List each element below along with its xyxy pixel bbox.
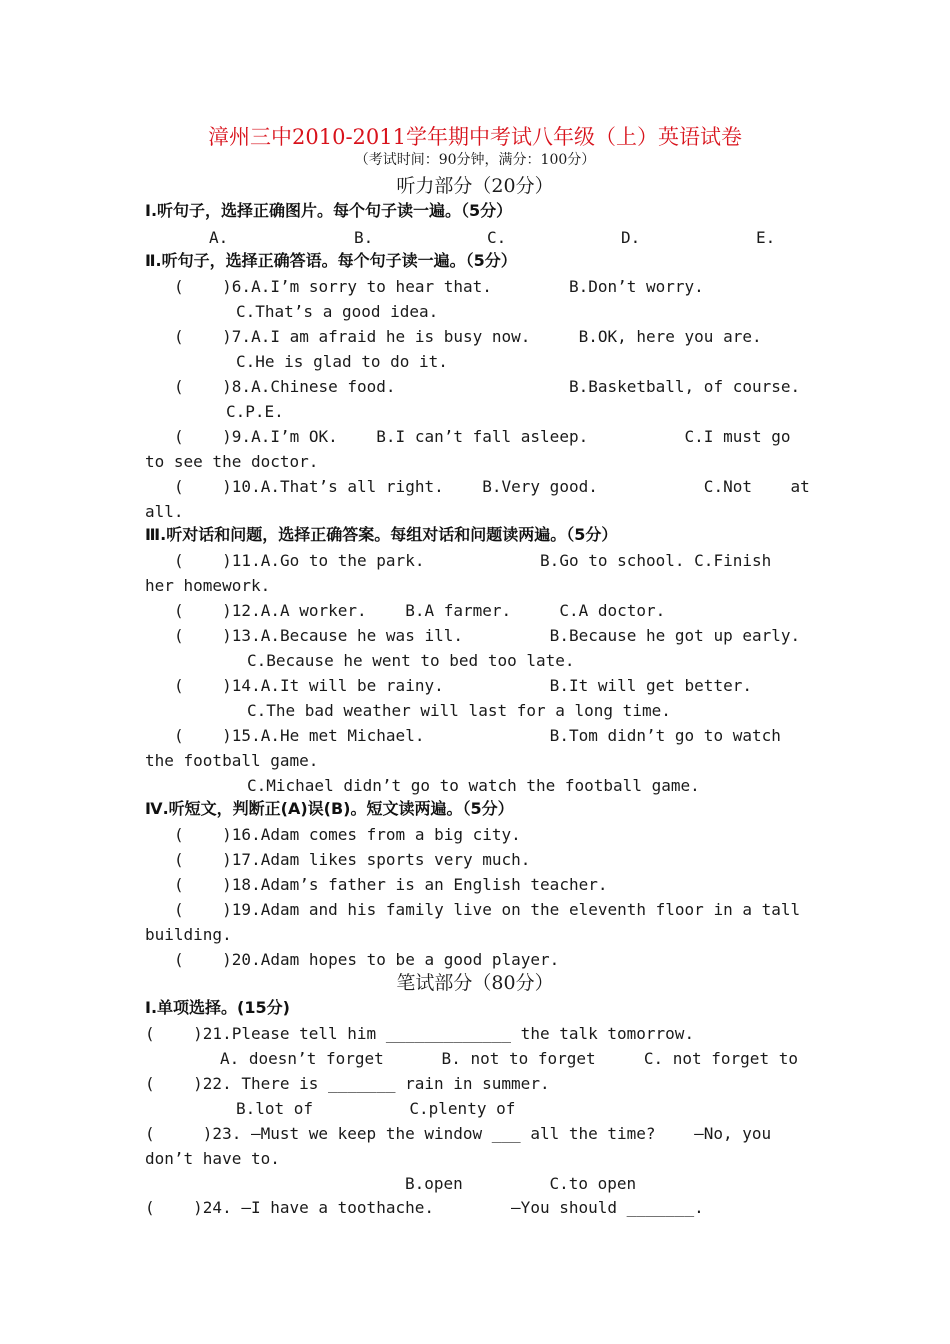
question-line: C.Michael didn’t go to watch the football game. [247, 776, 700, 795]
question-line: to see the doctor. [145, 452, 319, 471]
question-line: ( )17.Adam likes sports very much. [174, 850, 531, 869]
question-line: ( )15.A.He met Michael. B.Tom didn’t go to watch [174, 726, 781, 745]
question-line: all. [145, 502, 184, 521]
exam-subtitle: （考试时间：90分钟，满分：100分） [354, 152, 596, 168]
question-line: the football game. [145, 751, 319, 770]
question-line: ( )7.A.I am afraid he is busy now. B.OK, here you are. [174, 327, 762, 346]
section-2-heading: Ⅱ.听句子，选择正确答语。每个句子读一遍。（5分） [145, 251, 517, 270]
question-line: ( )11.A.Go to the park. B.Go to school. C.Finish [174, 551, 772, 570]
question-line: ( )19.Adam and his family live on the eleventh floor in a tall [174, 900, 801, 919]
section-3-heading: Ⅲ.听对话和问题，选择正确答案。每组对话和问题读两遍。（5分） [145, 525, 618, 544]
question-line: ( )9.A.I’m OK. B.I can’t fall asleep. C.I must go [174, 427, 791, 446]
question-line: ( )21.Please tell him _____________ the talk tomorrow. [145, 1024, 695, 1043]
picture-option-c: C. [487, 228, 507, 247]
picture-option-d: D. [621, 228, 641, 247]
question-line: B.lot of C.plenty of [236, 1099, 516, 1118]
question-line: ( )8.A.Chinese food. B.Basketball, of course. [174, 377, 801, 396]
listening-part-heading: 听力部分（20分） [396, 175, 554, 197]
question-line: ( )16.Adam comes from a big city. [174, 825, 521, 844]
question-line: building. [145, 925, 232, 944]
section-4-heading: Ⅳ.听短文，判断正(A)误(B)。短文读两遍。（5分） [145, 799, 514, 818]
question-line: C.Because he went to bed too late. [247, 651, 575, 670]
picture-option-e: E. [756, 228, 776, 247]
written-section-1-heading: I.单项选择。(15分) [145, 998, 290, 1017]
question-line: ( )14.A.It will be rainy. B.It will get better. [174, 676, 752, 695]
exam-title: 漳州三中2010-2011学年期中考试八年级（上）英语试卷 [208, 125, 742, 149]
question-line: C.He is glad to do it. [236, 352, 448, 371]
question-line: ( )10.A.That’s all right. B.Very good. C.Not at [174, 477, 810, 496]
question-line: don’t have to. [145, 1149, 280, 1168]
question-line: ( )20.Adam hopes to be a good player. [174, 950, 560, 969]
picture-option-b: B. [354, 228, 374, 247]
question-line: A. doesn’t forget B. not to forget C. not forget to [220, 1049, 798, 1068]
question-line: B.open C.to open [405, 1174, 637, 1193]
question-line: C.P.E. [226, 402, 284, 421]
question-line: ( )23. —Must we keep the window ___ all the time? —No, you [145, 1124, 772, 1143]
question-line: her homework. [145, 576, 271, 595]
question-line: ( )13.A.Because he was ill. B.Because he got up early. [174, 626, 801, 645]
picture-option-a: A. [209, 228, 229, 247]
section-1-heading: Ⅰ.听句子，选择正确图片。每个句子读一遍。（5分） [145, 201, 513, 220]
question-line: C.The bad weather will last for a long time. [247, 701, 671, 720]
question-line: ( )22. There is _______ rain in summer. [145, 1074, 550, 1093]
question-line: C.That’s a good idea. [236, 302, 439, 321]
question-line: ( )18.Adam’s father is an English teacher. [174, 875, 608, 894]
written-part-heading: 笔试部分（80分） [396, 972, 554, 994]
question-line: ( )6.A.I’m sorry to hear that. B.Don’t worry. [174, 277, 704, 296]
question-line: ( )12.A.A worker. B.A farmer. C.A doctor. [174, 601, 666, 620]
question-line: ( )24. —I have a toothache. —You should _______. [145, 1198, 704, 1217]
